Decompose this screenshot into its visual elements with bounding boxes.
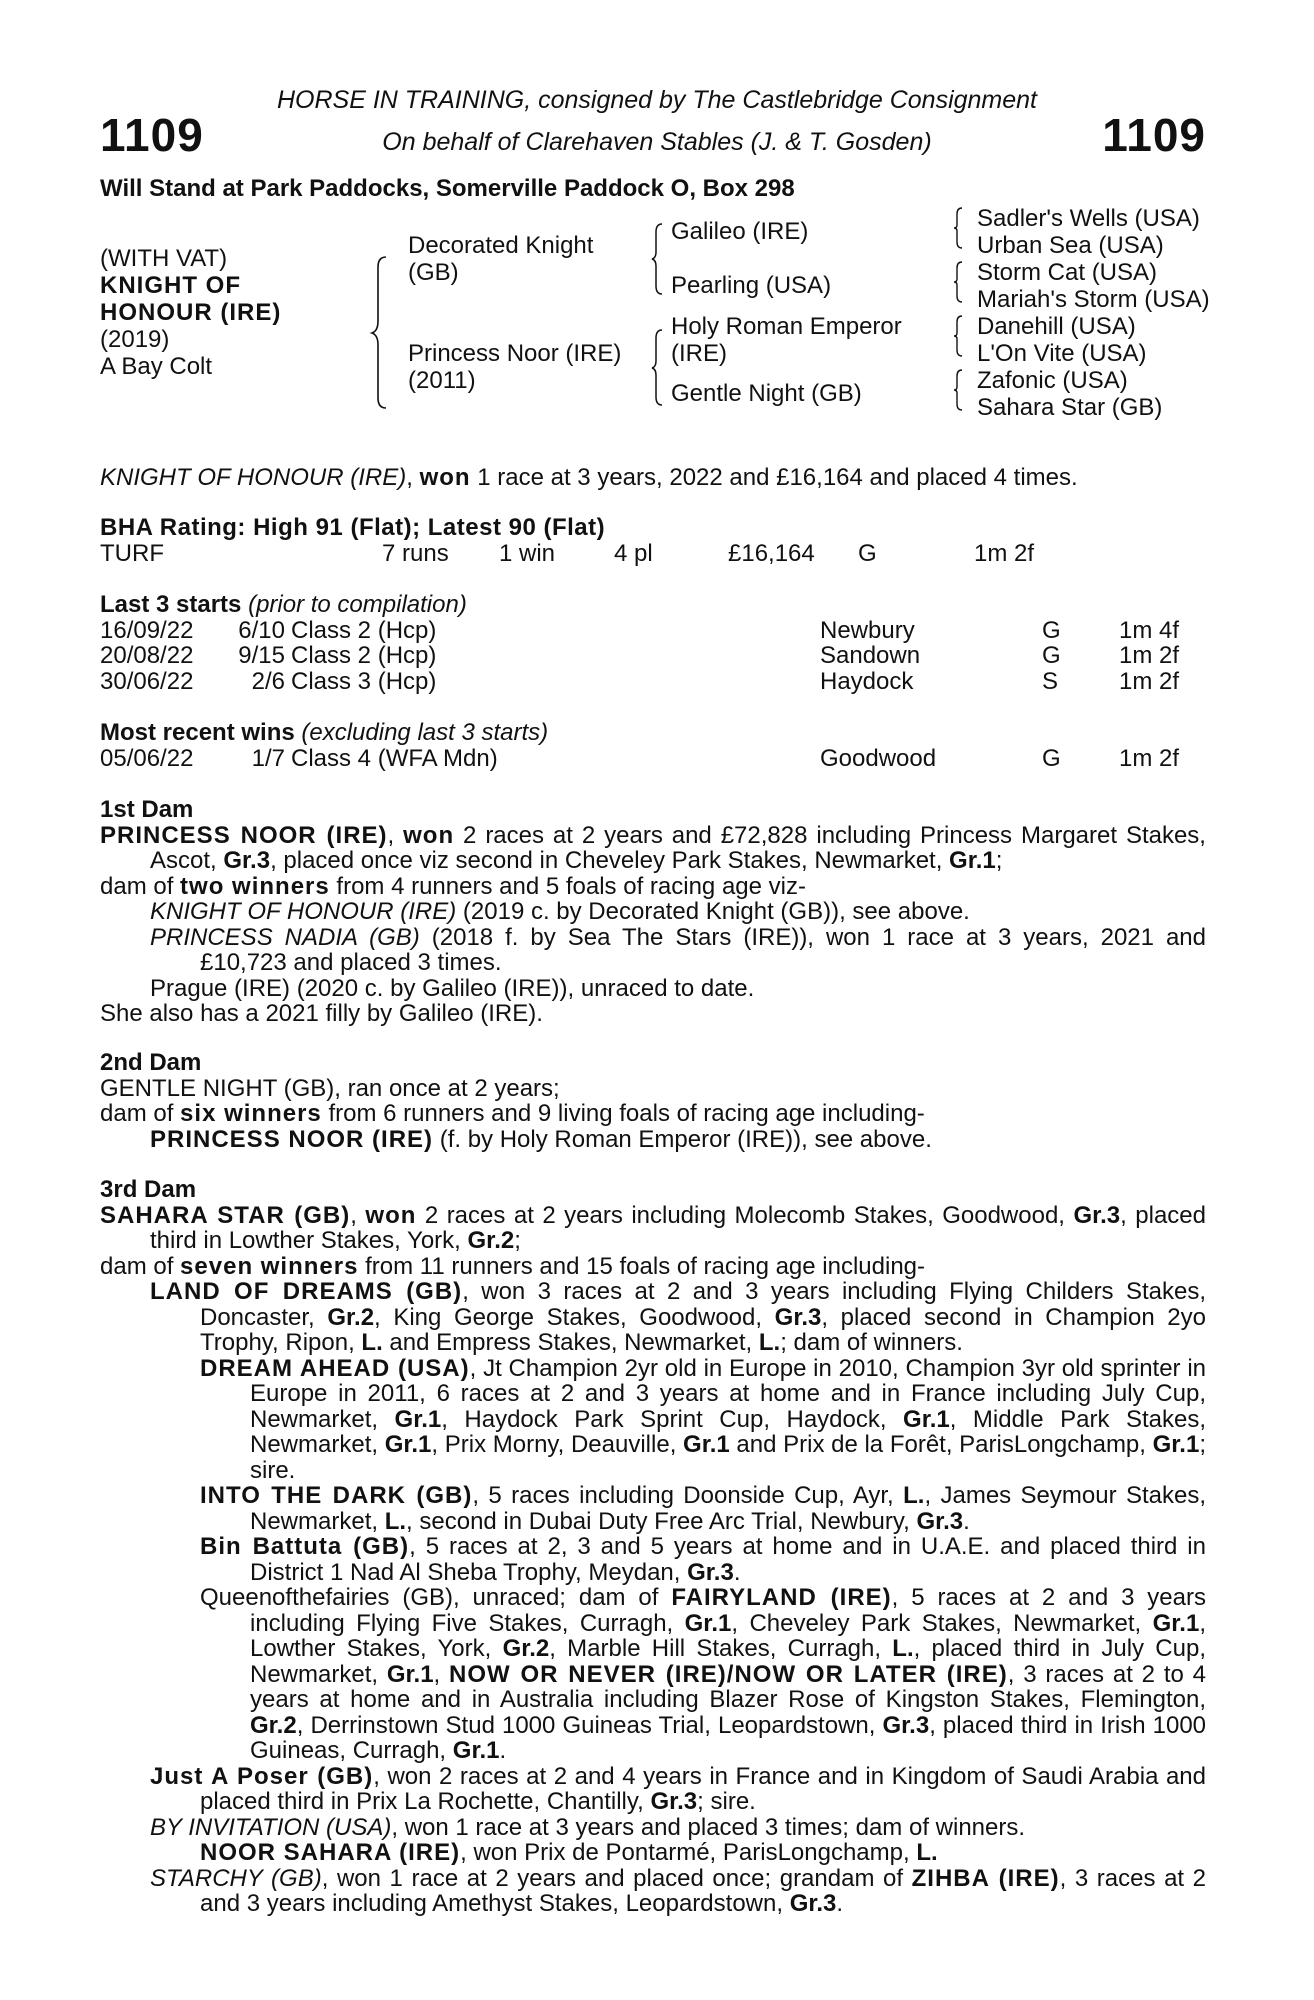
produce-entry: STARCHY (GB), won 1 race at 2 years and placed once; grandam of ZIHBA (IRE), 3 races at 2 and 3 years including Amethyst Stakes, Leopardstown, Gr.3. — [150, 1864, 1207, 1917]
first-dam-name: PRINCESS NOOR (IRE) — [100, 821, 388, 849]
pedigree-brace-g3-4 — [952, 368, 964, 412]
g3-ancestor: Danehill (USA) — [977, 313, 1136, 340]
second-dam-produce-summary: dam of six winners from 6 runners and 9 living foals of racing age including- — [100, 1100, 925, 1127]
win-row — [100, 746, 1206, 772]
third-dam-title: 3rd Dam — [100, 1176, 197, 1203]
start-race: Class 3 (Hcp) — [291, 667, 437, 695]
produce-entry: BY INVITATION (USA), won 1 race at 3 years and placed 3 times; dam of winners. — [150, 1813, 1026, 1841]
first-dam-title: 1st Dam — [100, 796, 194, 823]
rating-section — [100, 515, 1206, 566]
g3-ancestor: Urban Sea (USA) — [977, 232, 1164, 259]
g3-ancestor: Sadler's Wells (USA) — [977, 205, 1200, 232]
pedigree-brace-main — [370, 255, 390, 410]
dam-sire-line2: (IRE) — [671, 340, 727, 367]
on-behalf-line: On behalf of Clarehaven Stables (J. & T. Gosden) — [382, 128, 932, 156]
sire-name-line2: (GB) — [408, 259, 459, 286]
start-position: 9/15 — [238, 642, 285, 669]
start-course: Newbury — [820, 616, 915, 644]
start-course: Sandown — [820, 642, 921, 669]
win-going: G — [1042, 744, 1061, 772]
rating-turf-row — [100, 541, 1206, 567]
rating-earnings: £16,164 — [728, 539, 815, 567]
sire-block — [408, 232, 593, 286]
start-position: 6/10 — [238, 616, 285, 644]
produce-note: She also has a 2021 filly by Galileo (IRE). — [100, 1000, 543, 1027]
dam-name-line1: Princess Noor (IRE) — [408, 340, 622, 367]
last-three-starts — [100, 592, 1206, 694]
g3-ancestor: Zafonic (USA) — [977, 367, 1128, 394]
foaling-year: (2019) — [100, 326, 170, 353]
dam-sire-line1: Holy Roman Emperor — [671, 313, 902, 340]
win-course: Goodwood — [820, 744, 937, 772]
start-distance: 1m 4f — [1119, 616, 1180, 644]
rating-wins: 1 win — [499, 539, 556, 567]
first-dam-record: PRINCESS NOOR (IRE), won 2 races at 2 years and £72,828 including Princess Margaret Stakes, Ascot, Gr.3, placed once viz second in Cheveley Park Stakes, Newmarket, Gr.1; — [100, 821, 1206, 874]
recent-title: Most recent wins — [100, 719, 295, 746]
first-dam-produce-summary: dam of two winners from 4 runners and 5 foals of racing age viz- — [100, 872, 806, 900]
sire-dam: Pearling (USA) — [671, 272, 832, 299]
pedigree-horse-block — [100, 245, 281, 380]
produce-entry: INTO THE DARK (GB), 5 races including Doonside Cup, Ayr, L., James Seymour Stakes, Newmarket, L., second in Dubai Duty Free Arc Trial, Newbury, Gr.3. — [200, 1482, 1206, 1535]
rating-placed: 4 pl — [614, 539, 653, 567]
second-dam-title: 2nd Dam — [100, 1049, 202, 1076]
horse-name-line2: HONOUR (IRE) — [100, 299, 282, 326]
start-row — [100, 618, 1206, 644]
start-distance: 1m 2f — [1119, 667, 1180, 695]
g3-ancestor: Sahara Star (GB) — [977, 394, 1163, 421]
last3-note: (prior to compilation) — [241, 591, 467, 618]
third-generation-list — [977, 205, 1210, 421]
start-course: Haydock — [820, 667, 914, 695]
start-race: Class 2 (Hcp) — [291, 616, 437, 644]
g3-ancestor: Storm Cat (USA) — [977, 259, 1158, 286]
lot-number-right: 1109 — [1102, 109, 1206, 161]
produce-entry: NOOR SAHARA (IRE), won Prix de Pontarmé, ParisLongchamp, L. — [200, 1839, 938, 1866]
pedigree-brace-g3-2 — [952, 260, 964, 304]
produce-entry: Just A Poser (GB), won 2 races at 2 and 4 years in France and in Kingdom of Saudi Arabia and placed third in Prix La Rochette, Chantilly, Gr.3; sire. — [150, 1762, 1207, 1815]
third-dam-section — [100, 1177, 1206, 1917]
start-distance: 1m 2f — [1119, 642, 1180, 669]
start-date: 16/09/22 — [100, 616, 194, 644]
start-row — [100, 643, 1206, 669]
sire-name-line1: Decorated Knight — [408, 232, 594, 259]
summary-text: 1 race at 3 years, 2022 and £16,164 and placed 4 times. — [470, 464, 1078, 491]
pedigree-brace-dam — [650, 328, 666, 408]
horse-description: A Bay Colt — [100, 353, 213, 380]
lot-number-left: 1109 — [100, 109, 204, 161]
start-row — [100, 669, 1206, 695]
start-going: S — [1042, 667, 1059, 695]
consignment-line: HORSE IN TRAINING, consigned by The Castlebridge Consignment — [276, 86, 1038, 114]
start-going: G — [1042, 642, 1061, 669]
recent-note: (excluding last 3 starts) — [294, 719, 549, 746]
summary-won: won — [419, 464, 471, 491]
pedigree-brace-sire — [650, 222, 666, 297]
dam-sire-block — [671, 313, 902, 367]
second-dam-record: GENTLE NIGHT (GB), ran once at 2 years; — [100, 1074, 560, 1102]
first-dam-section — [100, 797, 1206, 1027]
win-date: 05/06/22 — [100, 744, 194, 772]
third-dam-record: SAHARA STAR (GB), won 2 races at 2 years including Molecomb Stakes, Goodwood, Gr.3, placed third in Lowther Stakes, York, Gr.2; — [100, 1201, 1207, 1254]
produce-entry: LAND OF DREAMS (GB), won 3 races at 2 and 3 years including Flying Childers Stakes, Doncaster, Gr.2, King George Stakes, Goodwood, Gr.3, placed second in Champion 2yo Trophy, Ripon, L. and Empress Stakes, Newmarket, L.; dam of winners. — [150, 1278, 1206, 1356]
sire-sire: Galileo (IRE) — [671, 218, 809, 245]
third-dam-produce-summary: dam of seven winners from 11 runners and 15 foals of racing age including- — [100, 1252, 926, 1280]
produce-entry: DREAM AHEAD (USA), Jt Champion 2yr old in Europe in 2010, Champion 3yr old sprinter in Europe in 2011, 6 races at 2 and 3 years at home and in France including July Cup, Newmarket, Gr.1, Haydock Park Sprint Cup, Haydock, Gr.1, Middle Park Stakes, Newmarket, Gr.1, Prix Morny, Deauville, Gr.1 and Prix de la Forêt, ParisLongchamp, Gr.1; sire. — [200, 1354, 1206, 1484]
dam-dam: Gentle Night (GB) — [671, 380, 862, 407]
rating-runs: 7 runs — [382, 539, 449, 567]
dam-name-line2: (2011) — [408, 367, 476, 394]
produce-entry: PRINCESS NOOR (IRE) (f. by Holy Roman Emperor (IRE)), see above. — [150, 1125, 932, 1153]
win-position: 1/7 — [251, 744, 285, 772]
start-position: 2/6 — [251, 667, 285, 695]
produce-entry: PRINCESS NADIA (GB) (2018 f. by Sea The Stars (IRE)), won 1 race at 3 years, 2021 and £10,723 and placed 3 times. — [150, 923, 1207, 976]
start-race: Class 2 (Hcp) — [291, 642, 437, 669]
second-dam-section — [100, 1050, 1206, 1152]
rating-title: BHA Rating: High 91 (Flat); Latest 90 (Flat) — [100, 514, 606, 541]
g3-ancestor: L'On Vite (USA) — [977, 340, 1147, 367]
pedigree-brace-g3-1 — [952, 206, 964, 250]
start-date: 30/06/22 — [100, 667, 194, 695]
win-distance: 1m 2f — [1119, 744, 1180, 772]
last3-title: Last 3 starts — [100, 591, 242, 618]
win-race: Class 4 (WFA Mdn) — [291, 744, 498, 772]
g3-ancestor: Mariah's Storm (USA) — [977, 286, 1210, 313]
stand-location: Will Stand at Park Paddocks, Somerville Paddock O, Box 298 — [100, 175, 795, 202]
rating-distance: 1m 2f — [974, 539, 1035, 567]
most-recent-wins — [100, 720, 1206, 771]
vat-note: (WITH VAT) — [100, 245, 228, 272]
produce-entry: Bin Battuta (GB), 5 races at 2, 3 and 5 years at home and in U.A.E. and placed third in District 1 Nad Al Sheba Trophy, Meydan, Gr.3. — [200, 1533, 1206, 1586]
rating-surface: TURF — [100, 539, 164, 567]
start-going: G — [1042, 616, 1061, 644]
produce-entry: Queenofthefairies (GB), unraced; dam of FAIRYLAND (IRE), 5 races at 2 and 3 years including Flying Five Stakes, Curragh, Gr.1, Cheveley Park Stakes, Newmarket, Gr.1, Lowther Stakes, York, Gr.2, Marble Hill Stakes, Curragh, L., placed third in July Cup, Newmarket, Gr.1, NOW OR NEVER (IRE)/NOW OR LATER (IRE), 3 races at 2 to 4 years at home and in Australia including Blazer Rose of Kingston Stakes, Flemington, Gr.2, Derrinstown Stud 1000 Guineas Trial, Leopardstown, Gr.3, placed third in Irish 1000 Guineas, Curragh, Gr.1. — [200, 1584, 1207, 1764]
dam-block — [408, 340, 621, 394]
start-date: 20/08/22 — [100, 642, 194, 669]
race-summary: KNIGHT OF HONOUR (IRE), won 1 race at 3 years, 2022 and £16,164 and placed 4 times. — [100, 464, 1078, 491]
produce-entry: Prague (IRE) (2020 c. by Galileo (IRE)), unraced to date. — [150, 974, 755, 1002]
summary-horse-name: KNIGHT OF HONOUR (IRE) — [100, 464, 407, 491]
pedigree-brace-g3-3 — [952, 314, 964, 358]
horse-name-line1: KNIGHT OF — [100, 272, 241, 299]
produce-entry: KNIGHT OF HONOUR (IRE) (2019 c. by Decorated Knight (GB)), see above. — [150, 898, 970, 925]
rating-going: G — [858, 539, 877, 567]
